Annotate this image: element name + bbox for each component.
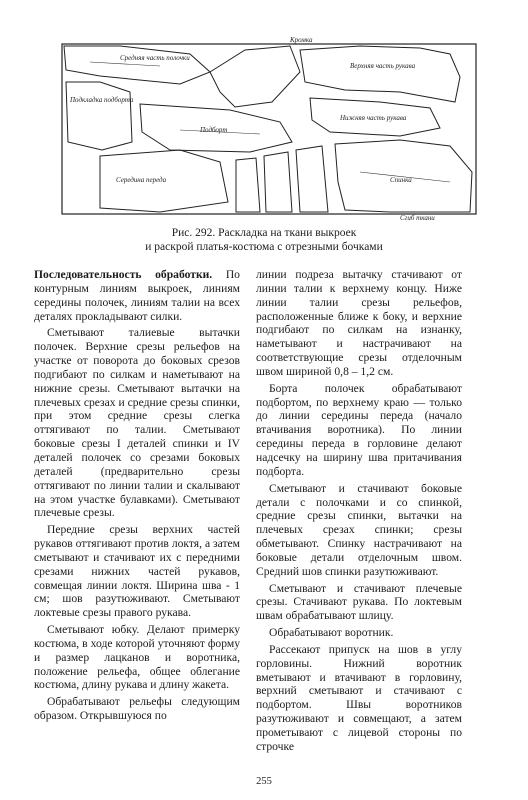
piece-center: [210, 46, 300, 107]
page-number: 255: [256, 776, 272, 787]
section-heading: Последовательность обработки.: [34, 268, 213, 281]
text-column-right: [256, 268, 462, 757]
piece-side-2: [264, 152, 292, 212]
paragraph: [34, 268, 240, 323]
paragraph: Сметывают юбку. Делают примерку костюма, в ходе которой уточняют форму и размер лацканов и воротника, положение рельефа, общее облегание костюма, длину рукава и длину жакета.: [34, 623, 240, 692]
piece-front-middle: [64, 46, 210, 84]
paragraph-text: По контурным линиям выкроек, линиям середины полочек, линиям талии на всех деталях прокладывают силки.: [34, 268, 240, 323]
paragraph: Рассекают припуск на шов в углу горловины. Нижний воротник вметывают и втачивают в горловину, верхний сметывают и стачивают с подбортом. Швы воротников разутюживают и совмещают, а затем прометывают с лицевой стороны по строчке: [256, 642, 462, 753]
paragraph: Обрабатывают рельефы следующим образом. Открывшуюся по: [34, 695, 240, 723]
figure-label-sleeve-lower: Нижняя часть рукава: [340, 114, 407, 122]
piece-facing: [66, 82, 132, 150]
figure-label-back: Спинка: [390, 176, 412, 184]
paragraph: Передние срезы верхних частей рукавов оттягивают против локтя, а затем сметывают и стачивают их с передними срезами нижних частей рукавов, совмещая линии локтя. Ширина шва - 1 см; шов разутюживают. Сметывают локтевые срезы правого рукава.: [34, 523, 240, 620]
figure-label-selvage-bottom: Сгиб ткани: [400, 214, 435, 222]
piece-side-1: [236, 158, 260, 212]
piece-side-3: [296, 146, 328, 212]
pattern-layout-diagram: [60, 32, 478, 222]
text-column-left: [34, 268, 240, 726]
caption-line-1: Рис. 292. Раскладка на ткани выкроек: [171, 227, 357, 239]
paragraph: Сметывают талиевые вытачки полочек. Верхние срезы рельефов на участке от поворота до боковых срезов подгибают по силкам и наметывают на нижние срезы. Сметывают вытачки на плечевых срезах и средние срезы спинки, при этом средние срезы слегка оттягивают по талии. Сметывают боковые срезы I деталей спинки и IV деталей полочек со срезами боковых деталей (предварительно срезы оттягивают по линии талии и скалывают на этом участке булавками). Сметывают плечевые срезы.: [34, 326, 240, 520]
figure-caption: [40, 226, 488, 254]
figure-label-front-middle: Средняя часть полочки: [120, 54, 190, 62]
pattern-layout-figure: [60, 32, 478, 222]
figure-label-sleeve-upper: Верхняя часть рукава: [350, 62, 416, 70]
paragraph: линии подреза вытачку стачивают от линии талии к верхнему концу. Ниже линии талии срезы рельефов, расположенные ближе к боку, и верхние подгибают по силкам на изнанку, наметывают и настрачивают на соответствующие срезы отделочным швом шириной 0,8 – 1,2 см.: [256, 268, 462, 378]
figure-label-front-middle-bottom: Середина переда: [116, 176, 167, 184]
caption-line-2: и раскрой платья-костюма с отрезными бочками: [145, 241, 383, 253]
figure-label-undercollar: Подборт: [200, 126, 228, 134]
paragraph: Обрабатывают воротник.: [269, 626, 394, 640]
piece-sleeve-upper: [300, 46, 460, 102]
paragraph: Борта полочек обрабатывают подбортом, по верхнему краю — только до линии середины переда (начало втачивания воротника). По линии середины переда в горловине делают надсечку на ширину шва притачивания подборта.: [256, 381, 462, 478]
figure-label-selvage-top: Кромка: [290, 36, 313, 44]
paragraph: Сметывают и стачивают плечевые срезы. Стачивают рукава. По локтевым швам обрабатывают шлицу.: [256, 581, 462, 623]
figure-label-facing: Подкладка подборта: [70, 96, 134, 104]
paragraph: Сметывают и стачивают боковые детали с полочками и со спинкой, средние срезы спинки, вытачки на плечевых срезах спинки; срезы обметывают. Спинку настрачивают на боковые детали отделочным швом. Средний шов спинки разутюживают.: [256, 481, 462, 578]
